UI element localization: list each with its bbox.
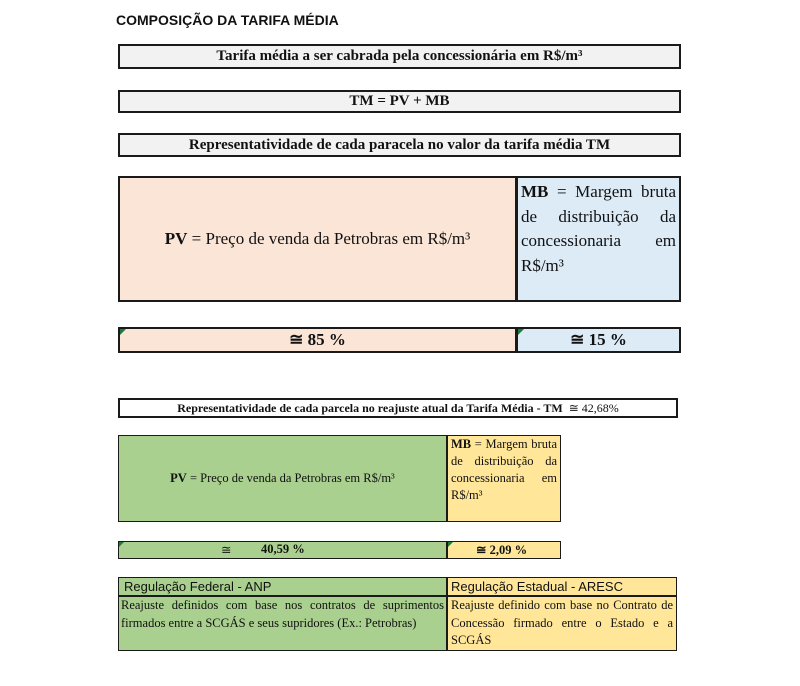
pv-description: = Preço de venda da Petrobras em R$/m³ bbox=[187, 229, 471, 248]
mb-abbr: MB bbox=[521, 182, 549, 201]
mb-description: = Margem bruta de distribuição da concessionaria em R$/m³ bbox=[521, 182, 676, 275]
comment-marker-icon bbox=[119, 542, 124, 547]
reajuste-header-bar bbox=[118, 398, 678, 418]
federal-regulation-body: Reajuste definidos com base nos contratos de suprimentos firmados entre a SCGÁS e seus supridores (Ex.: Petrobras) bbox=[118, 596, 447, 651]
page-title: COMPOSIÇÃO DA TARIFA MÉDIA bbox=[116, 12, 339, 28]
comment-marker-icon bbox=[448, 542, 453, 547]
reajuste-header: Representatividade de cada parcela no reajuste atual da Tarifa Média - TM bbox=[177, 400, 563, 415]
approx-symbol: ≅ bbox=[221, 543, 232, 557]
mb-cell bbox=[516, 176, 681, 302]
pv-reajuste-percent-cell bbox=[118, 541, 447, 559]
pv-reajuste-abbr: PV bbox=[170, 471, 187, 485]
state-regulation-header: Regulação Estadual - ARESC bbox=[447, 577, 677, 596]
state-regulation-body: Reajuste definido com base no Contrato de Concessão firmado entre o Estado e a SCGÁS bbox=[447, 596, 677, 651]
mb-percent-cell bbox=[516, 327, 681, 353]
pv-reajuste-description: = Preço de venda da Petrobras em R$/m³ bbox=[186, 471, 395, 485]
comment-marker-icon bbox=[120, 329, 126, 335]
mb-reajuste-cell bbox=[447, 435, 561, 522]
tarifa-media-bar bbox=[118, 44, 681, 69]
pv-reajuste-percent: 40,59 % bbox=[261, 542, 305, 556]
representatividade-label: Representatividade de cada paracela no valor da tarifa média TM bbox=[188, 136, 611, 153]
mb-reajuste-percent-cell bbox=[447, 541, 561, 559]
pv-percent-cell bbox=[118, 327, 517, 353]
tarifa-media-label: Tarifa média a ser cabrada pela concessionária em R$/m³ bbox=[216, 48, 583, 64]
pv-reajuste-cell bbox=[118, 435, 447, 522]
federal-regulation-header: Regulação Federal - ANP bbox=[118, 577, 447, 596]
mb-reajuste-percent: ≅ 2,09 % bbox=[476, 543, 528, 557]
reajuste-header-value: ≅ 42,68% bbox=[568, 400, 619, 415]
comment-marker-icon bbox=[518, 329, 524, 335]
pv-abbr: PV bbox=[164, 229, 188, 248]
pv-percent: ≅ 85 % bbox=[289, 330, 346, 349]
mb-percent: ≅ 15 % bbox=[570, 330, 627, 349]
pv-cell bbox=[118, 176, 517, 302]
formula-bar bbox=[118, 90, 681, 113]
mb-reajuste-abbr: MB bbox=[451, 437, 472, 451]
representatividade-bar bbox=[118, 133, 681, 157]
mb-reajuste-description: = Margem bruta de distribuição da concessionaria em R$/m³ bbox=[451, 437, 557, 502]
formula-label: TM = PV + MB bbox=[349, 93, 450, 109]
